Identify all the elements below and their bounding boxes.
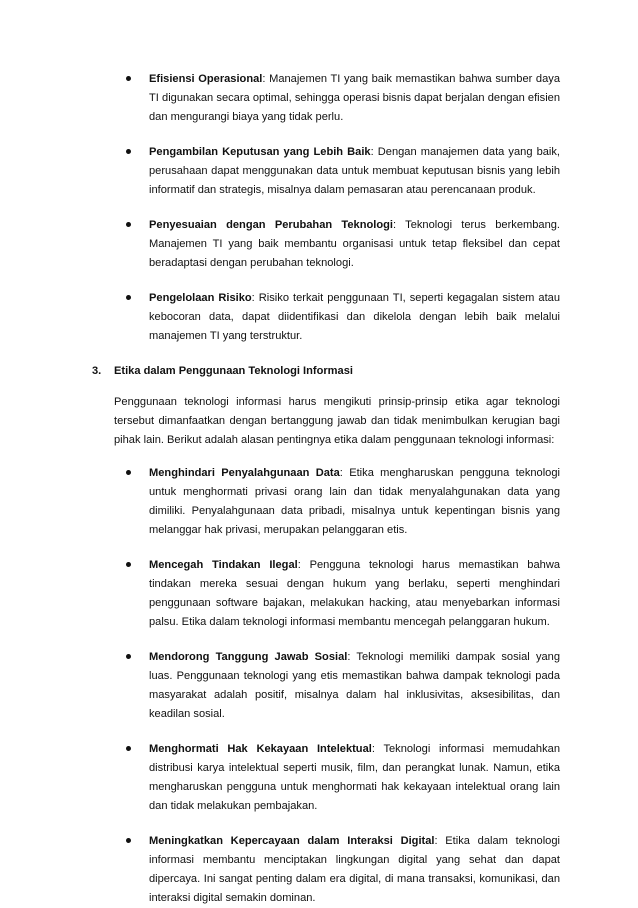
list-item (149, 70, 560, 127)
section-heading (92, 362, 560, 381)
item-body: : Risiko terkait penggunaan TI, seperti kegagalan sistem atau kebocoran data, dapat diidentifikasi dan dikelola dengan lebih baik melalui manajemen TI yang terstruktur. (149, 292, 560, 342)
list-item (149, 740, 560, 816)
list-item (149, 289, 560, 346)
bullet-icon (126, 746, 131, 751)
ethics-list (149, 464, 560, 908)
item-title: Mencegah Tindakan Ilegal (149, 559, 298, 571)
item-title: Mendorong Tanggung Jawab Sosial (149, 651, 348, 663)
bullet-icon (126, 295, 131, 300)
item-title: Pengambilan Keputusan yang Lebih Baik (149, 146, 371, 158)
bullet-icon (126, 838, 131, 843)
section-intro: Penggunaan teknologi informasi harus mengikuti prinsip-prinsip etika agar teknologi tersebut dimanfaatkan dengan bertanggung jawab dan tidak menimbulkan kerugian bagi pihak lain. Berikut adalah alasan pentingnya etika dalam penggunaan teknologi informasi: (114, 396, 560, 446)
item-title: Efisiensi Operasional (149, 73, 263, 85)
list-item (149, 832, 560, 908)
bullet-icon (126, 562, 131, 567)
item-body: : Manajemen TI yang baik memastikan bahwa sumber daya TI digunakan secara optimal, sehingga operasi bisnis dapat berjalan dengan efisien dan mengurangi biaya yang tidak perlu. (149, 73, 560, 123)
item-body: : Pengguna teknologi harus memastikan bahwa tindakan mereka sesuai dengan hukum yang berlaku, seperti menghindari penggunaan software bajakan, melakukan hacking, atau menyebarkan informasi palsu. Etika dalam teknologi informasi membantu mencegah pelanggaran hukum. (149, 559, 560, 628)
item-body: : Teknologi terus berkembang. Manajemen TI yang baik membantu organisasi untuk tetap fleksibel dan cepat beradaptasi dengan perubahan teknologi. (149, 219, 560, 269)
item-title: Pengelolaan Risiko (149, 292, 252, 304)
list-item (149, 648, 560, 724)
item-body: : Etika mengharuskan pengguna teknologi untuk menghormati privasi orang lain dan tidak menyalahgunakan data yang dimiliki. Penyalahgunaan data pribadi, misalnya untuk kepentingan bisnis yang melanggar hak privasi, merupakan pelanggaran etis. (149, 467, 560, 536)
item-body: : Teknologi informasi memudahkan distribusi karya intelektual seperti musik, film, dan perangkat lunak. Namun, etika mengharuskan pengguna untuk menghormati hak kekayaan intelektual orang lain dan tidak melakukan pembajakan. (149, 743, 560, 812)
list-item (149, 464, 560, 540)
item-body: : Teknologi memiliki dampak sosial yang luas. Penggunaan teknologi yang etis memastikan bahwa dampak teknologi pada masyarakat adalah positif, misalnya dalam hal inklusivitas, aksesibilitas, dan keadilan sosial. (149, 651, 560, 720)
bullet-icon (126, 149, 131, 154)
section-number: 3. (92, 365, 102, 377)
bullet-icon (126, 654, 131, 659)
item-body: : Dengan manajemen data yang baik, perusahaan dapat menggunakan data untuk membuat keputusan bisnis yang lebih informatif dan strategis, misalnya dalam pemasaran atau perencanaan produk. (149, 146, 561, 196)
item-title: Menghindari Penyalahgunaan Data (149, 467, 340, 479)
item-title: Penyesuaian dengan Perubahan Teknologi (149, 219, 393, 231)
list-item (149, 216, 560, 273)
list-item (149, 143, 560, 200)
bullet-icon (126, 470, 131, 475)
section-title: Etika dalam Penggunaan Teknologi Informasi (114, 365, 353, 377)
bullet-icon (126, 76, 131, 81)
item-title: Menghormati Hak Kekayaan Intelektual (149, 743, 372, 755)
list-item (149, 556, 560, 632)
item-body: : Etika dalam teknologi informasi membantu menciptakan lingkungan digital yang sehat dan dapat dipercaya. Ini sangat penting dalam era digital, di mana transaksi, komunikasi, dan interaksi digital semakin dominan. (149, 835, 560, 904)
item-title: Meningkatkan Kepercayaan dalam Interaksi Digital (149, 835, 435, 847)
bullet-icon (126, 222, 131, 227)
benefits-list (149, 70, 560, 346)
